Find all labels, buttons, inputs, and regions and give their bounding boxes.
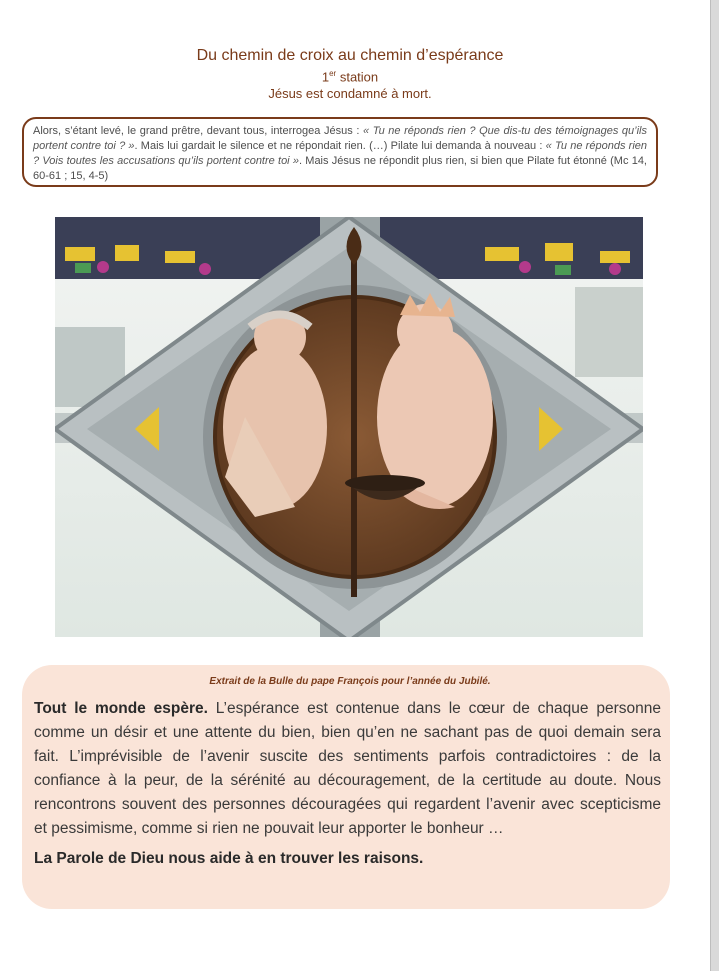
quote-italic-1: « Tu ne réponds rien ? Que dis-tu des témoignages qu’ils portent contre toi ? » [33,125,647,152]
stained-glass-illustration [55,217,643,637]
body-paragraph [34,697,661,841]
jubilee-excerpt-panel [22,665,670,909]
scripture-quote-box [22,117,658,187]
page-edge [710,0,719,971]
page-subtitle: Jésus est condamné à mort. [268,86,432,102]
quote-italic-2: « Tu ne réponds rien ? Vois toutes les accusations qu’ils portent contre toi » [33,140,647,167]
station-suffix: er [329,69,337,78]
quote-part-3: . Mais Jésus ne répondit plus rien, si bien que Pilate fut étonné (Mc 14, 60-61 ; 15, 4-5) [33,155,647,182]
body-text: L’espérance est contenue dans le cœur de chaque personne comme un désir et une attente du bien, bien qu’en ne sachant pas de quoi demain sera fait. L’imprévisible de l’avenir suscite des sentiments parfois contradictoires : de la confiance à la peur, de la sérénité au découragement, de la certitude au doute. Nous rencontrons souvent des personnes découragées qui regardent l’avenir avec scepticisme et pessimisme, comme si rien ne pouvait leur apporter le bonheur … [34,700,661,837]
body-lead: Tout le monde espère. [34,700,208,717]
page-title: Du chemin de croix au chemin d’espérance [196,47,504,64]
stained-glass-photo [55,217,643,637]
header [0,46,700,102]
station-word: station [339,69,379,85]
station-number: 1 [321,69,330,85]
body-closing: La Parole de Dieu nous aide à en trouver les raisons. [34,850,424,867]
quote-part-1: Alors, s’étant levé, le grand prêtre, devant tous, interrogea Jésus : [33,125,363,137]
station-label [0,66,700,85]
excerpt-label: Extrait de la Bulle du pape François pour l’année du Jubilé. [209,676,491,687]
quote-part-2: . Mais lui gardait le silence et ne répondait rien. (…) Pilate lui demanda à nouveau : [134,140,546,152]
